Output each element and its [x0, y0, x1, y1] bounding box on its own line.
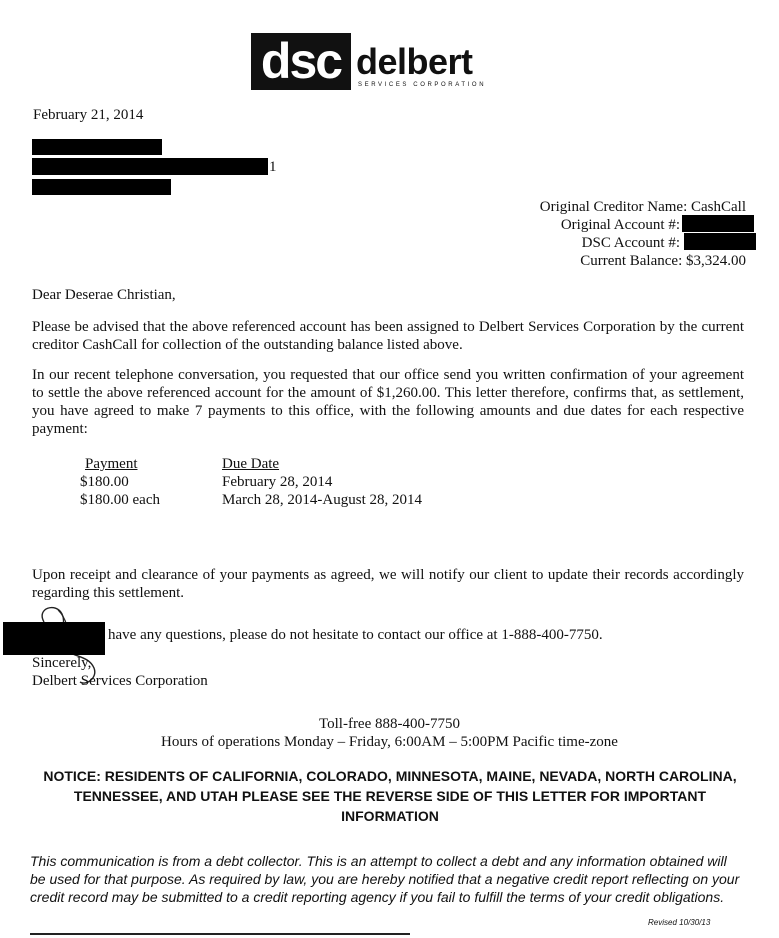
hours-of-operation: Hours of operations Monday – Friday, 6:00AM – 5:00PM Pacific time-zone [161, 734, 618, 750]
redacted-dsc-account [684, 233, 756, 250]
payment-row-2-amount: $180.00 each [80, 492, 160, 508]
salutation: Dear Deserae Christian, [32, 287, 176, 303]
due-date-column-header: Due Date [222, 456, 280, 472]
revision-date: Revised 10/30/13 [648, 918, 711, 927]
dsc-logo-mark: dsc [251, 33, 351, 90]
footer-divider [30, 933, 410, 935]
paragraph-assignment: Please be advised that the above referenced account has been assigned to Delbert Services Corporation by the current creditor CashCall for collection of the outstanding balance listed above. [32, 319, 744, 353]
redacted-recipient-city [32, 179, 171, 195]
paragraph-contact: have any questions, please do not hesitate to contact our office at 1-888-400-7750. [108, 627, 603, 643]
company-logo-name: delbert [356, 41, 473, 82]
payment-column-header: Payment [85, 456, 138, 472]
address-trailing-char: 1 [269, 159, 277, 175]
closing-company: Delbert Services Corporation [32, 673, 208, 689]
redacted-recipient-name [32, 139, 162, 155]
original-account-label: Original Account #: [560, 217, 680, 233]
dsc-account-label: DSC Account #: [581, 235, 680, 251]
toll-free-number: Toll-free 888-400-7750 [319, 716, 460, 732]
original-creditor-name: Original Creditor Name: CashCall [539, 199, 746, 215]
closing-sincerely: Sincerely, [32, 655, 92, 671]
payment-row-1-date: February 28, 2014 [222, 474, 333, 490]
current-balance: Current Balance: $3,324.00 [580, 253, 746, 269]
redacted-original-account [682, 215, 754, 232]
debt-collector-disclaimer: This communication is from a debt collector. This is an attempt to collect a debt and any information obtained will be used for that purpose. As required by law, you are hereby notified that a negative credit report reflecting on your credit record may be submitted to a credit reporting agency if you fail to fulfill the terms of your credit obligations. [30, 853, 740, 905]
redacted-contact-prefix [3, 622, 105, 655]
paragraph-receipt: Upon receipt and clearance of your payments as agreed, we will notify our client to update their records accordingly regarding this settlement. [32, 567, 744, 601]
redacted-recipient-street [32, 158, 268, 175]
paragraph-settlement: In our recent telephone conversation, you requested that our office send you written confirmation of your agreement to settle the above referenced account for the amount of $1,260.00. This letter therefore, confirms that, as settlement, you have agreed to make 7 payments to this office, with the following amounts and due dates for each respective payment: [32, 367, 744, 437]
company-logo-tagline: SERVICES CORPORATION [358, 82, 487, 88]
letter-date: February 21, 2014 [33, 107, 144, 123]
state-residents-notice: NOTICE: RESIDENTS OF CALIFORNIA, COLORADO, MINNESOTA, MAINE, NEVADA, NORTH CAROLINA, TENNESSEE, AND UTAH PLEASE SEE THE REVERSE SIDE OF THIS LETTER FOR IMPORTANT INFORMATION [43, 768, 737, 824]
payment-row-2-date: March 28, 2014-August 28, 2014 [222, 492, 422, 508]
payment-row-1-amount: $180.00 [80, 474, 129, 490]
